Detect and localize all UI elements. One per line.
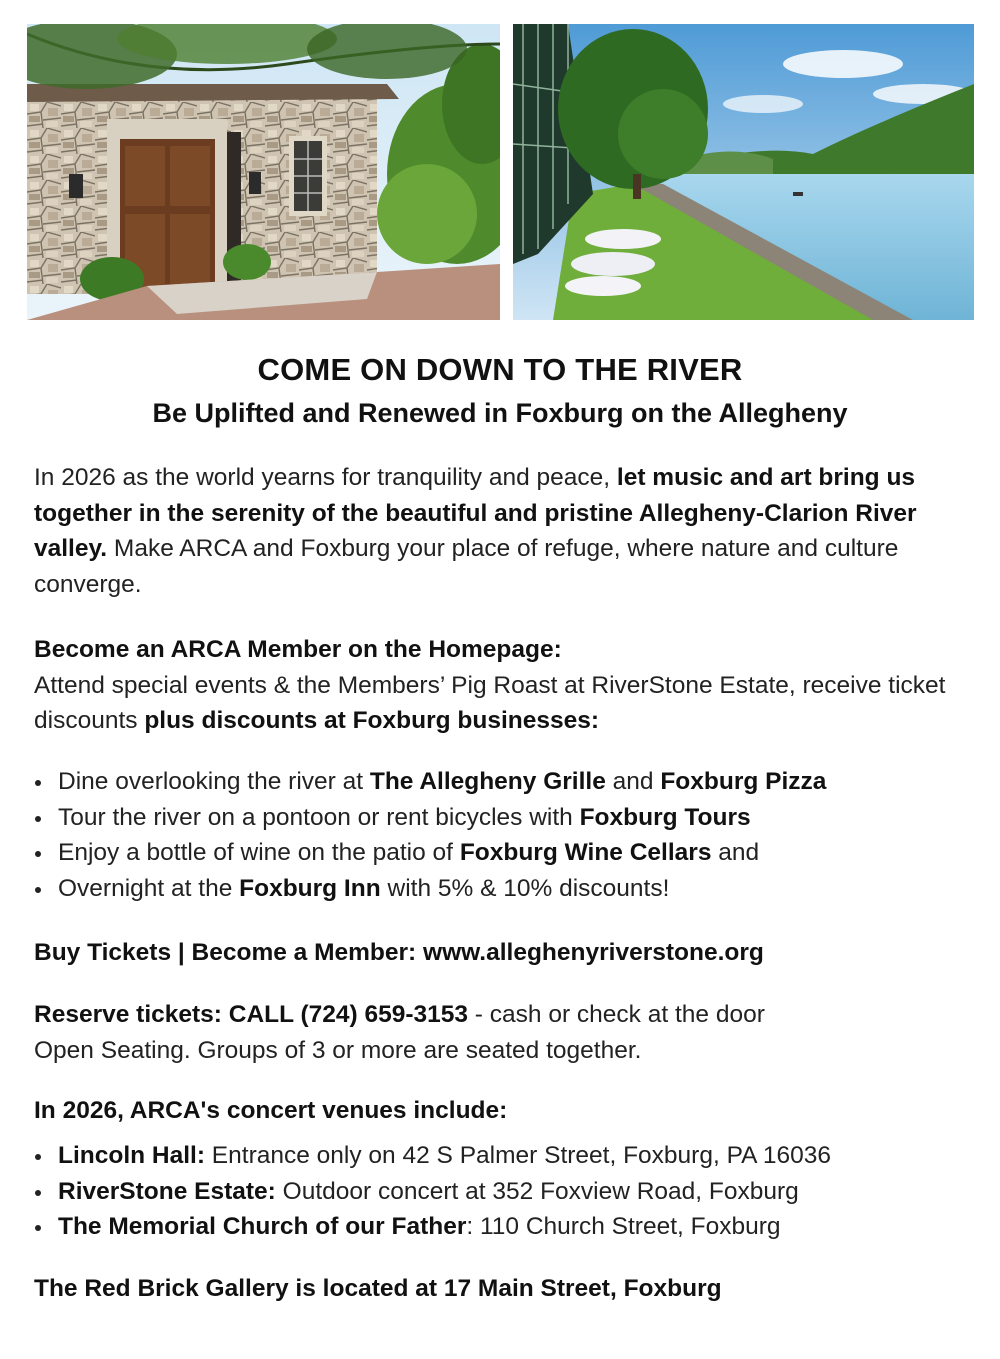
intro-paragraph bbox=[34, 460, 974, 602]
buy-tickets-line: Buy Tickets | Become a Member: www.alleghenyriverstone.org bbox=[34, 939, 764, 966]
headline: COME ON DOWN TO THE RIVER bbox=[257, 352, 743, 387]
membership-heading: Become an ARCA Member on the Homepage: bbox=[34, 636, 562, 663]
list-item bbox=[34, 871, 974, 907]
venue-detail: Outdoor concert at 352 Foxview Road, Foxburg bbox=[275, 1177, 799, 1205]
stone-building-illustration bbox=[27, 24, 500, 320]
venue-name: The Memorial Church of our Father bbox=[58, 1213, 467, 1240]
list-item bbox=[34, 1209, 974, 1245]
business-name: Foxburg Tours bbox=[579, 803, 751, 831]
business-discounts-list bbox=[34, 764, 974, 906]
list-item-text: Enjoy a bottle of wine on the patio of bbox=[58, 839, 460, 866]
business-name: Foxburg Pizza bbox=[660, 768, 827, 795]
gallery-location: The Red Brick Gallery is located at 17 Main Street, Foxburg bbox=[34, 1275, 722, 1302]
list-item-text: and bbox=[605, 768, 661, 795]
venue-detail: Entrance only on 42 S Palmer Street, Foxburg, PA 16036 bbox=[205, 1142, 832, 1169]
reserve-section bbox=[34, 997, 974, 1068]
list-item bbox=[34, 764, 974, 800]
membership-bold: plus discounts at Foxburg businesses: bbox=[144, 707, 599, 734]
reserve-line bbox=[34, 997, 974, 1033]
list-item-text: with 5% & 10% discounts! bbox=[380, 874, 670, 902]
list-item-text: Tour the river on a pontoon or rent bicycles with bbox=[58, 803, 580, 831]
venue-name: Lincoln Hall: bbox=[58, 1142, 205, 1169]
reserve-payment: - cash or check at the door bbox=[467, 1001, 765, 1028]
membership-text bbox=[34, 668, 974, 739]
venue-list bbox=[34, 1138, 974, 1245]
venue-detail: : 110 Church Street, Foxburg bbox=[466, 1213, 781, 1240]
business-name: The Allegheny Grille bbox=[369, 768, 606, 795]
intro-bold-text: let music and art bring us together in the serenity of the beautiful and pristine Allegheny-Clarion River valley. bbox=[34, 464, 917, 562]
stone-building-photo bbox=[27, 24, 500, 320]
reserve-phone: Reserve tickets: CALL (724) 659-3153 bbox=[34, 1001, 468, 1028]
intro-text-1: In 2026 as the world yearns for tranquility and peace, bbox=[34, 464, 617, 491]
venues-heading: In 2026, ARCA's concert venues include: bbox=[34, 1097, 508, 1124]
list-item-text: and bbox=[711, 839, 760, 866]
business-name: Foxburg Inn bbox=[239, 874, 381, 902]
membership-section bbox=[34, 632, 974, 739]
intro-text-2: Make ARCA and Foxburg your place of refuge, where nature and culture converge. bbox=[34, 535, 899, 598]
list-item bbox=[34, 1138, 974, 1174]
list-item-text: Overnight at the bbox=[58, 874, 240, 902]
list-item bbox=[34, 800, 974, 836]
business-name: Foxburg Wine Cellars bbox=[459, 839, 712, 866]
venue-name: RiverStone Estate: bbox=[58, 1177, 276, 1205]
river-view-photo bbox=[513, 24, 974, 320]
river-view-illustration bbox=[513, 24, 974, 320]
list-item bbox=[34, 835, 974, 871]
subheadline: Be Uplifted and Renewed in Foxburg on the Allegheny bbox=[152, 398, 848, 428]
membership-body: Attend special events & the Members’ Pig Roast at RiverStone Estate, receive ticket discounts bbox=[34, 671, 946, 734]
seating-note: Open Seating. Groups of 3 or more are seated together. bbox=[34, 1036, 642, 1064]
list-item bbox=[34, 1174, 974, 1210]
list-item-text: Dine overlooking the river at bbox=[58, 768, 370, 795]
